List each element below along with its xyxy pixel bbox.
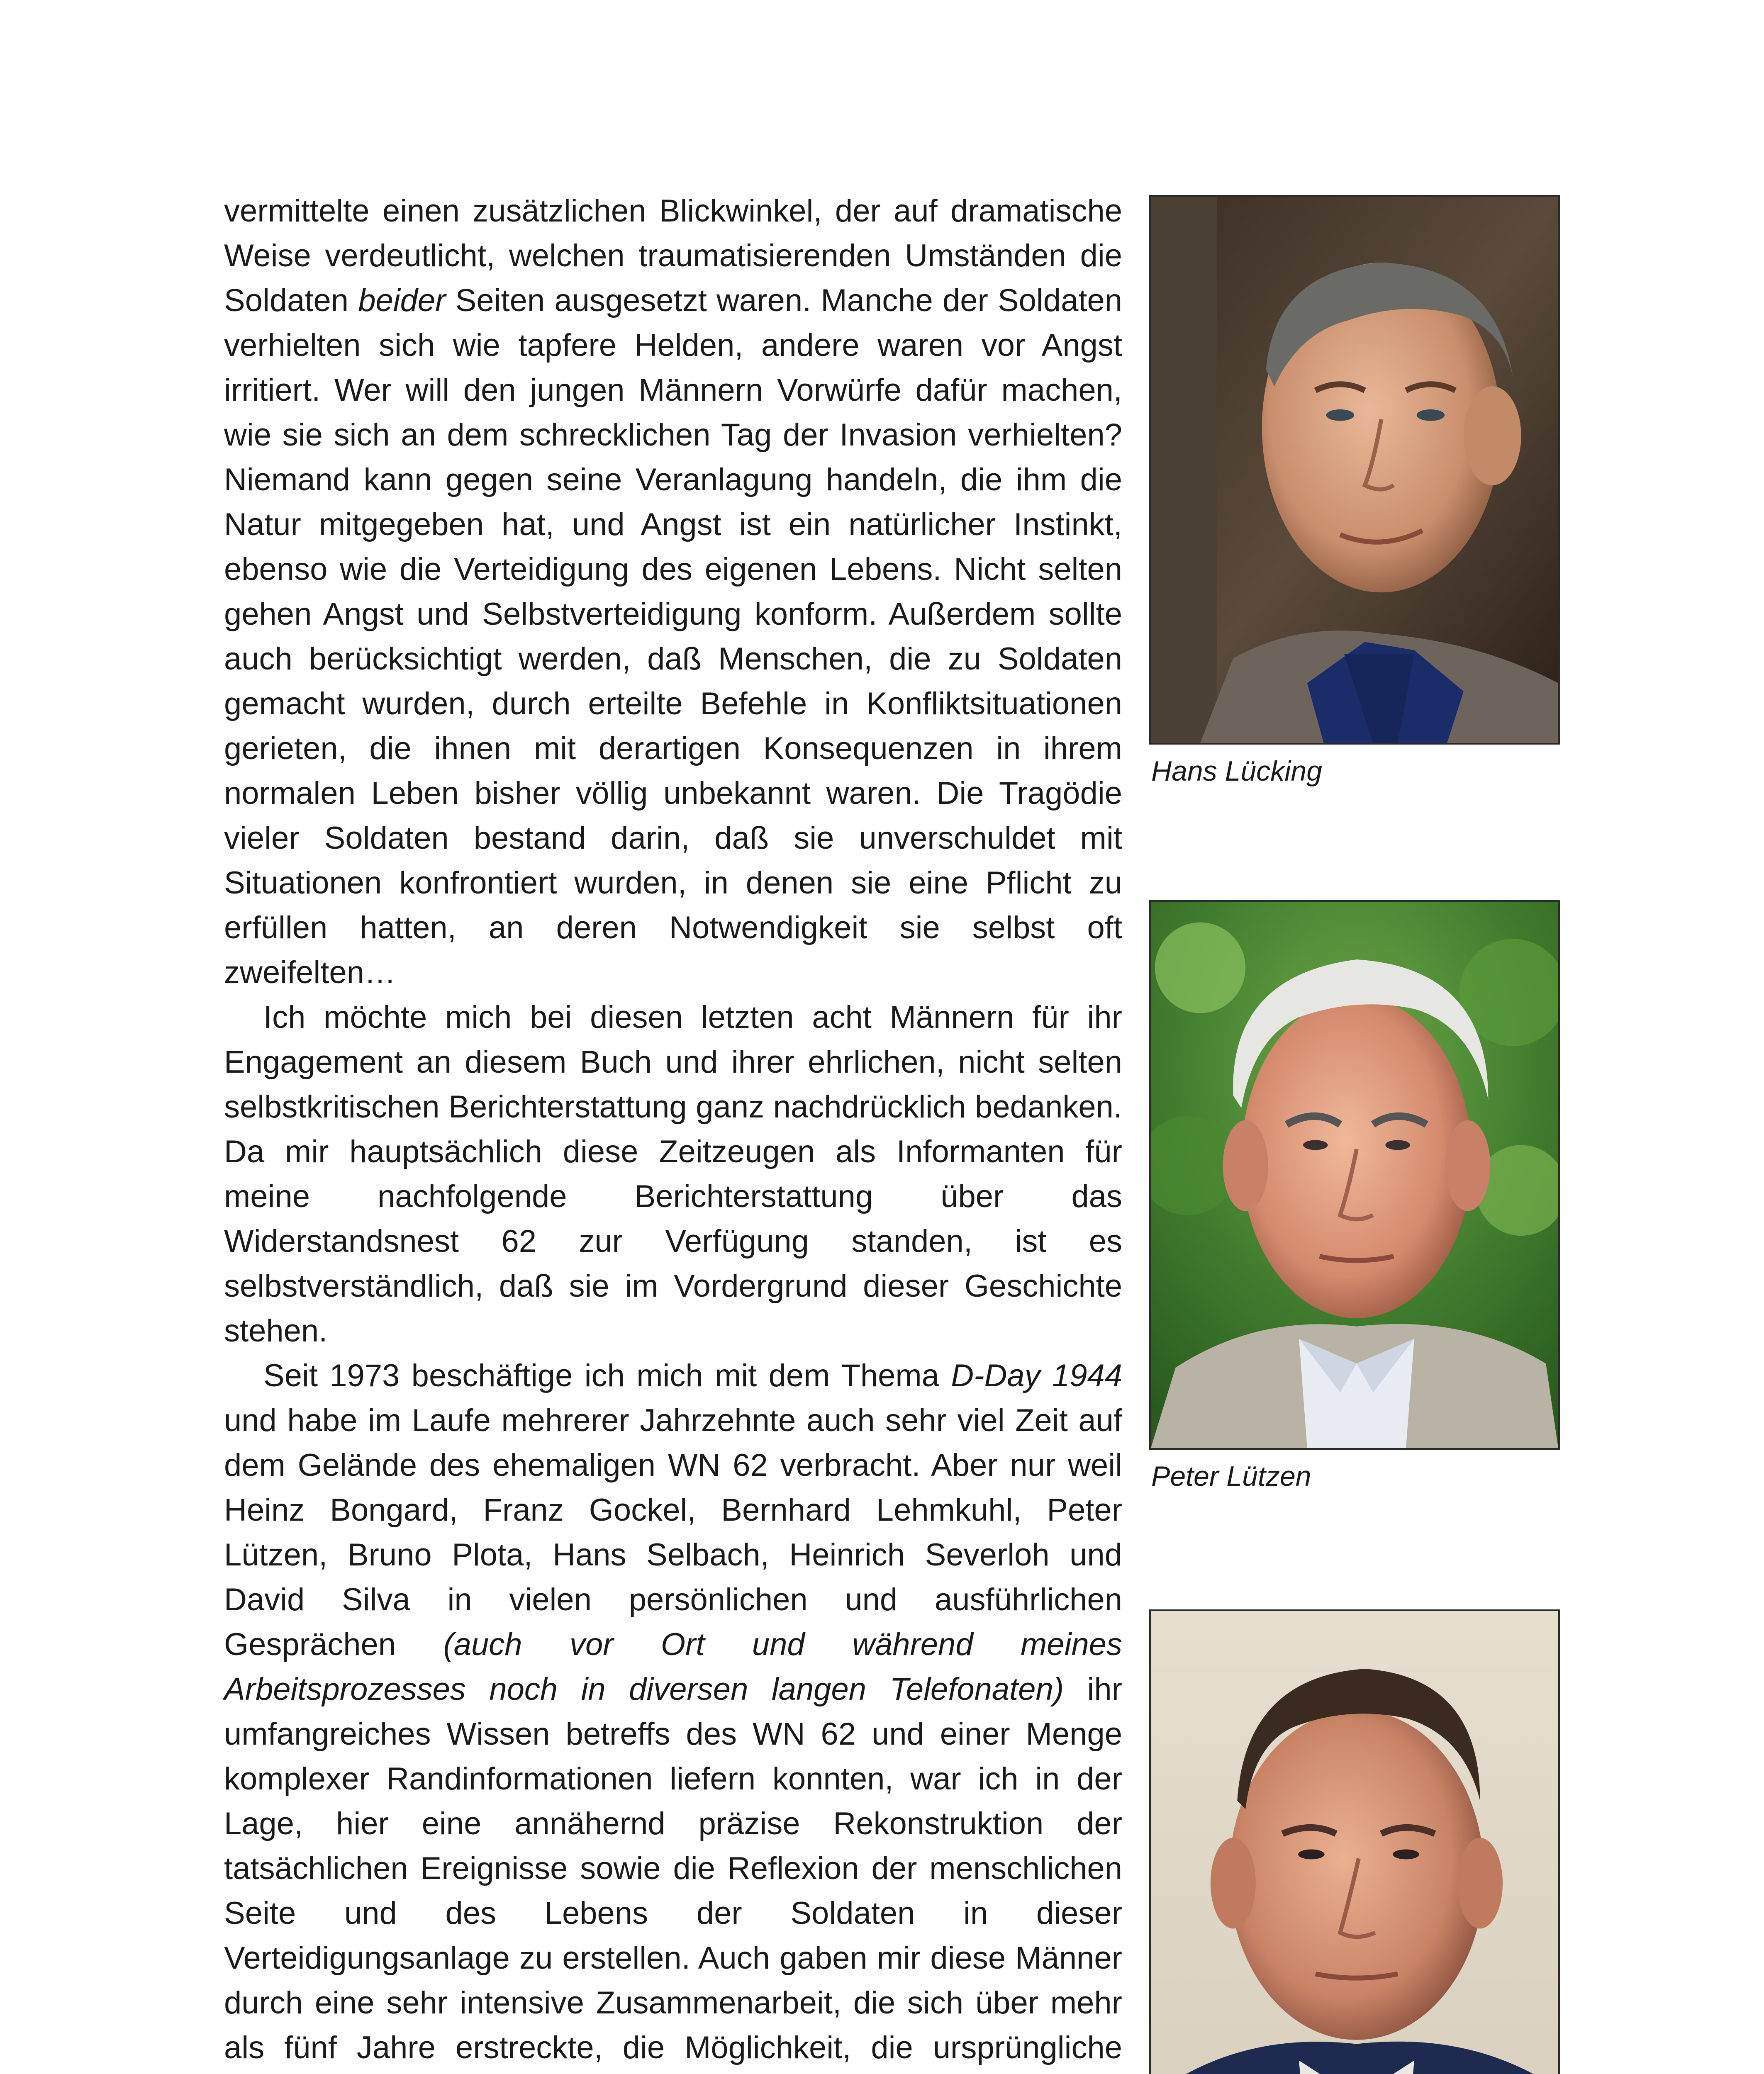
paragraph-1-part-b: Seiten ausgesetzt waren. Manche der Soldaten verhielten sich wie tapfere Helden, andere waren vor Angst irritiert. Wer will den jungen Männern Vorwürfe dafür machen, wie sie sich an dem schrecklichen Tag der Invasion verhielten? Niemand kann gegen seine Veranlagung handeln, die ihm die Natur mitgegeben hat, und Angst ist ein natürlicher Instinkt, ebenso wie die Verteidigung des eigenen Lebens. Nicht selten gehen Angst und Selbstverteidigung konform. Außerdem sollte auch berücksichtigt werden, daß Menschen, die zu Soldaten gemacht wurden, durch erteilte Befehle in Konfliktsituationen gerieten, die ihnen mit derartigen Konsequenzen in ihrem normalen Leben bisher völlig unbekannt waren. Die Tragödie vieler Soldaten bestand darin, daß sie unverschuldet mit Situationen konfrontiert wurden, in denen sie eine Pflicht zu erfüllen hatten, an deren Notwendigkeit sie selbst oft zweifelten… bbox=[224, 283, 1122, 990]
body-text bbox=[224, 189, 1122, 2074]
portrait-image bbox=[1151, 197, 1558, 743]
portrait-photo-hans-luecking bbox=[1149, 195, 1560, 745]
paragraph-3-emphasis-1: D-Day 1944 bbox=[951, 1358, 1123, 1393]
photo-caption-1: Hans Lücking bbox=[1151, 755, 1323, 787]
paragraph-3-part-a: Seit 1973 beschäftige ich mich mit dem Thema bbox=[263, 1358, 951, 1393]
paragraph-1 bbox=[224, 189, 1122, 995]
photo-caption-2: Peter Lützen bbox=[1151, 1461, 1311, 1492]
paragraph-3-part-c: ihr umfangreiches Wissen betreffs des WN 62 und einer Menge komplexer Randinformationen liefern konnten, war ich in der Lage, hier eine annähernd präzise Rekonstruktion der tatsächlichen Ereignisse sowie die Reflexion der menschlichen Seite und des Lebens der Soldaten in dieser Verteidigungsanlage zu erstellen. Auch gaben mir diese Männer durch eine sehr intensive Zusammenarbeit, die sich über mehr als fünf Jahre erstreckte, die Möglichkeit, die ursprüngliche bbox=[224, 1672, 1122, 2065]
paragraph-3 bbox=[224, 1353, 1122, 2074]
paragraph-1-emphasis: beider bbox=[358, 283, 446, 318]
portrait-photo-peter-luetzen bbox=[1149, 900, 1560, 1450]
portrait-photo-bruno-plota bbox=[1149, 1609, 1560, 2074]
paragraph-2: Ich möchte mich bei diesen letzten acht Männern für ihr Engagement an diesem Buch und ihrer ehrlichen, nicht selten selbstkritischen Berichterstattung ganz nachdrücklich bedanken. Da mir hauptsächlich diese Zeitzeugen als Informanten für meine nachfolgende Berichterstattung über das Widerstandsnest 62 zur Verfügung standen, ist es selbstverständlich, daß sie im Vordergrund dieser Geschichte stehen. bbox=[224, 1000, 1122, 1349]
paragraph-3-part-b: und habe im Laufe mehrerer Jahrzehnte auch sehr viel Zeit auf dem Gelände des ehemaligen WN 62 verbracht. Aber nur weil Heinz Bongard, Franz Gockel, Bernhard Lehmkuhl, Peter Lützen, Bruno Plota, Hans Selbach, Heinrich Severloh und David Silva in vielen persönlichen und ausführlichen Gesprächen bbox=[224, 1403, 1122, 1662]
paragraph-3-emphasis-2: (auch vor Ort und während meines Arbeitsprozesses noch in diversen langen Telefonaten) bbox=[224, 1627, 1122, 1707]
portrait-image bbox=[1151, 1611, 1558, 2074]
portrait-image bbox=[1151, 902, 1558, 1448]
paragraph-1-part-a: vermittelte einen zusätzlichen Blickwinkel, der auf dramatische Weise verdeutlicht, welchen traumatisierenden Umständen die Soldaten bbox=[224, 193, 1122, 318]
